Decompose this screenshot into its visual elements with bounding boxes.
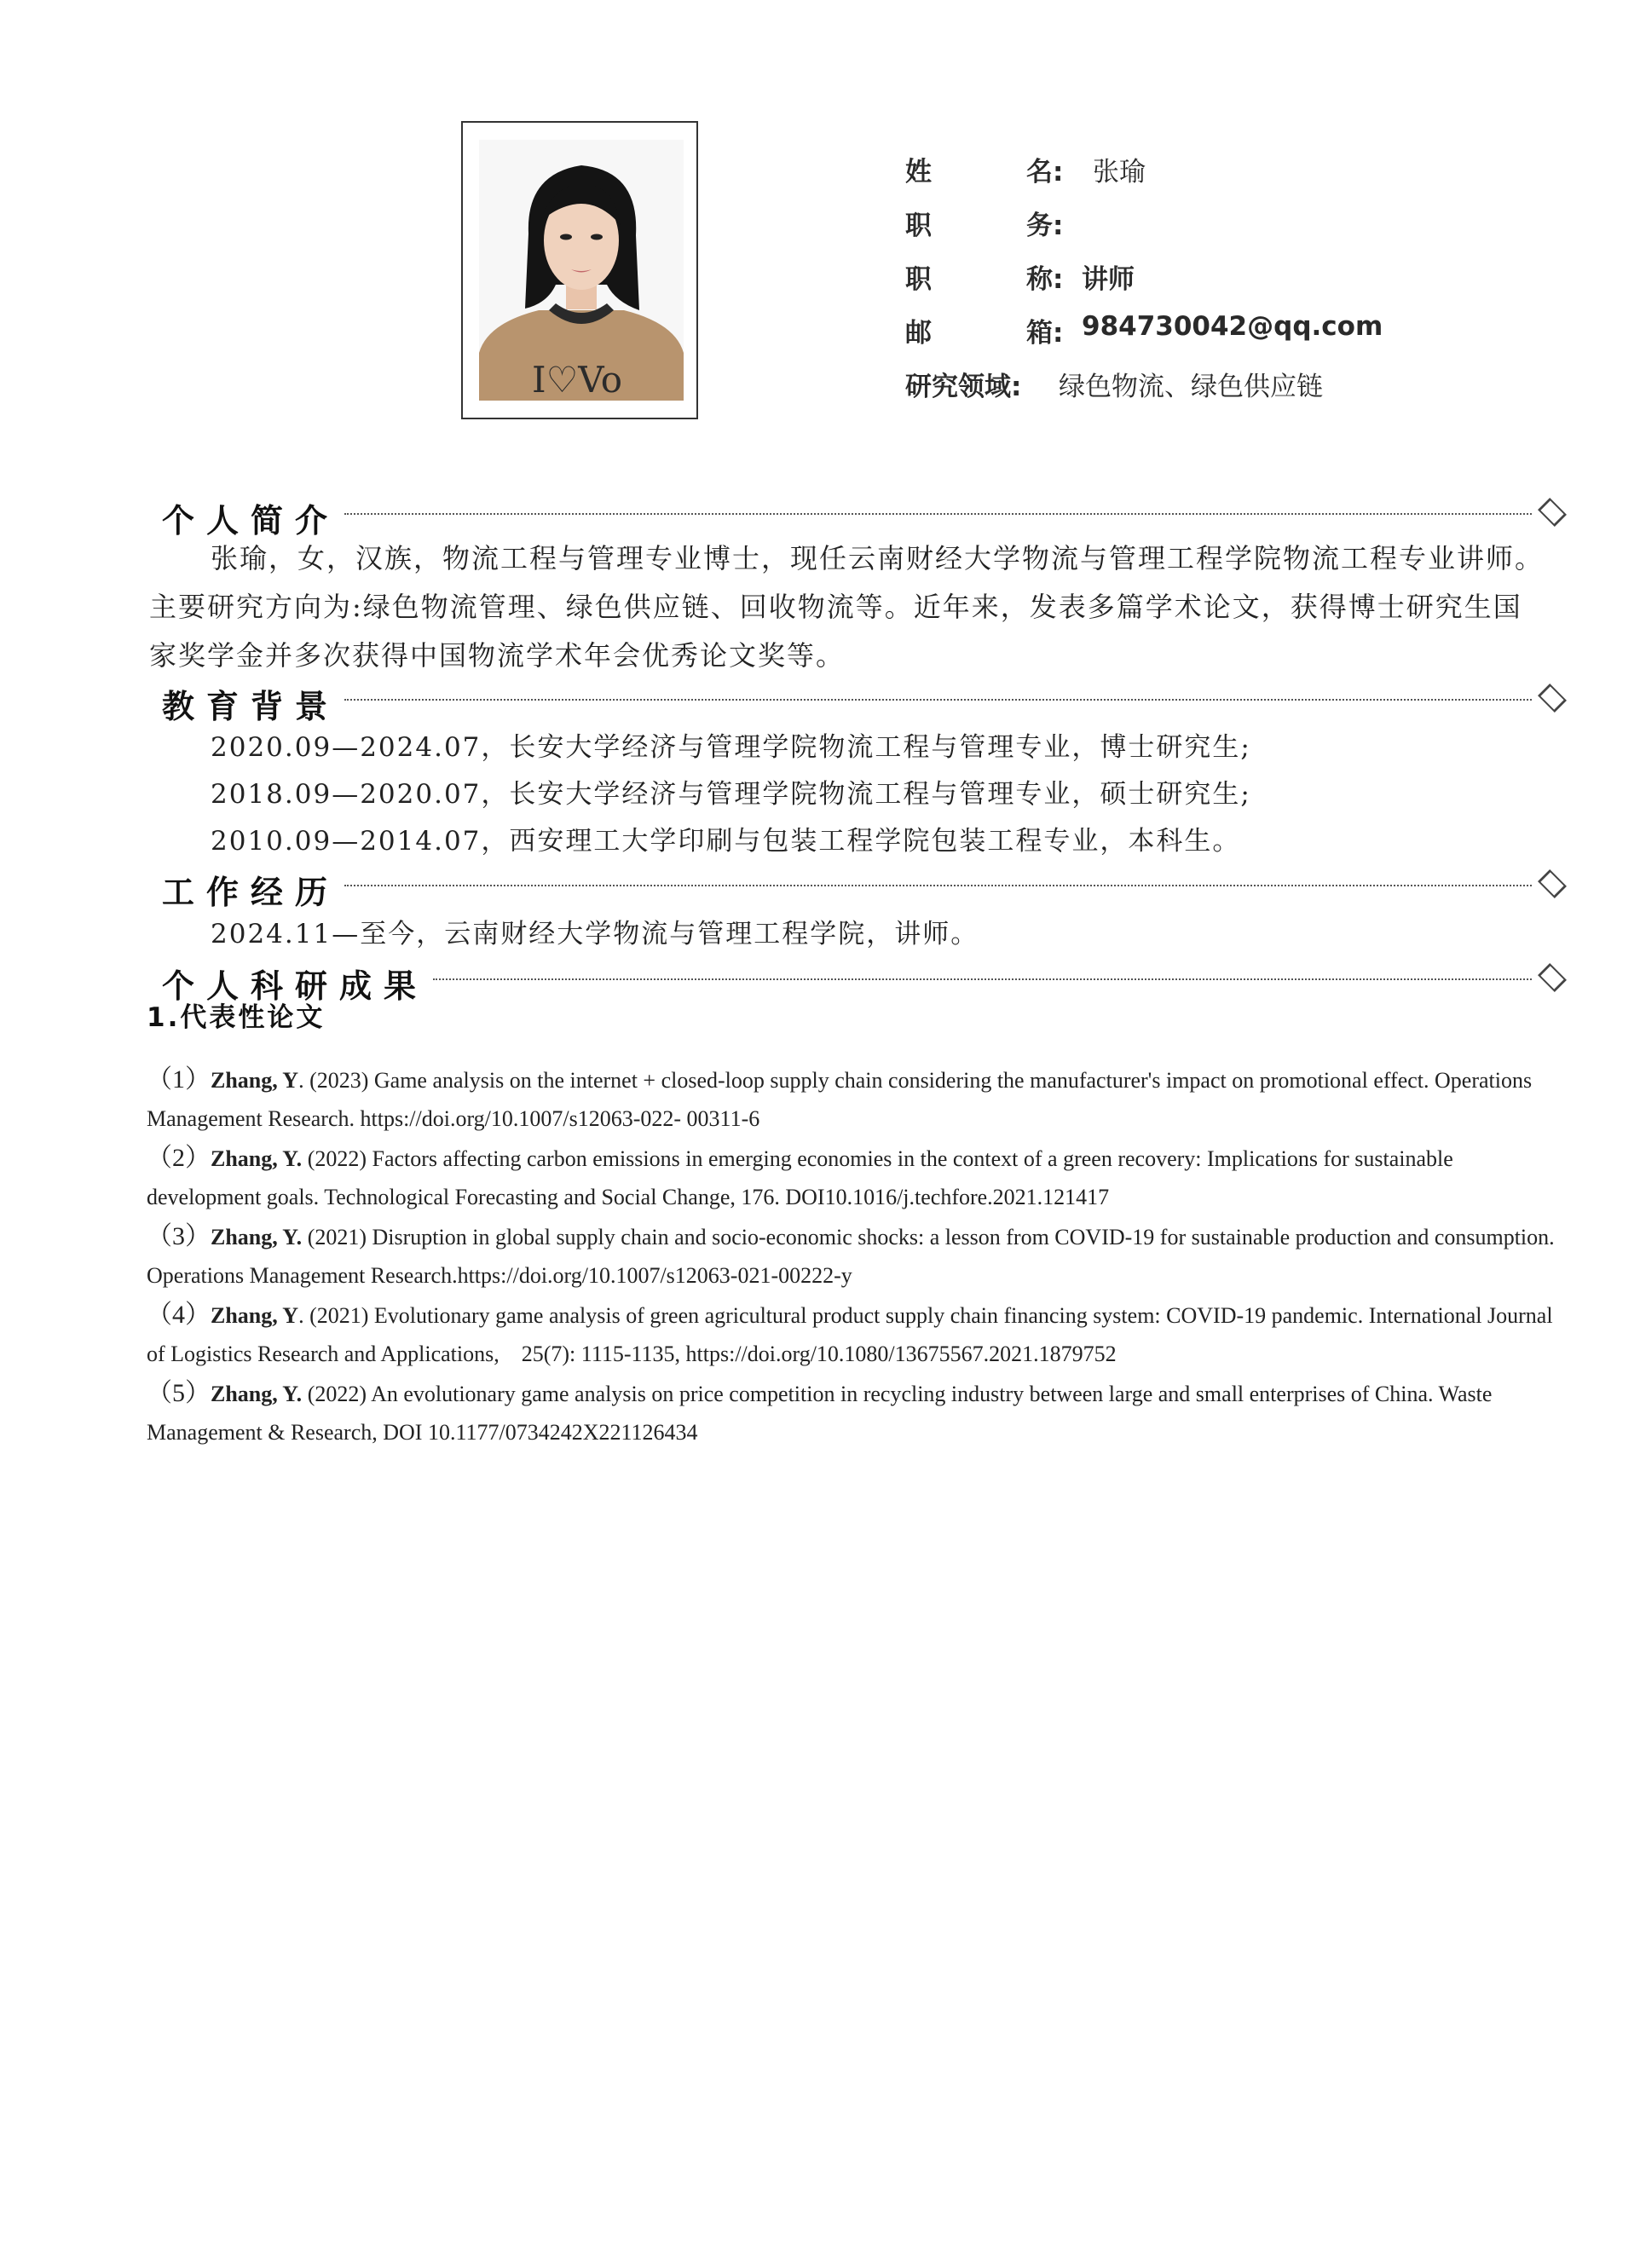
section-intro-title: 个人简介 [162,494,343,541]
diamond-icon [1538,869,1567,898]
section-work-header [162,866,1562,911]
paper-author: Zhang, Y. [211,1382,303,1406]
paper-citation: (2022) Factors affecting carbon emissions in emerging economies in the context of a green recovery: Implications for sustainable development goals. Technological Forecasting and Social Change, 176. DOI10.1016/j.techfore.2021.121417 [147,1146,1453,1209]
diamond-icon [1538,684,1567,713]
name-label-a: 姓 [905,157,932,188]
paper-number: （5） [147,1379,211,1407]
paper-author: Zhang, Y. [211,1146,303,1171]
paper-number: （4） [147,1301,211,1329]
section-research-header [162,960,1562,1005]
paper-number: （2） [147,1144,211,1172]
paper-number: （3） [147,1222,211,1250]
paper-citation: (2022) An evolutionary game analysis on price competition in recycling industry between large and small enterprises of China. Waste Management & Research, DOI 10.1177/0734242X221126434 [147,1382,1493,1445]
portrait-image [479,140,684,401]
education-item: 2010.09—2014.07，西安理工大学印刷与包装工程学院包装工程专业，本科生。 [211,826,1241,857]
field-value: 绿色物流、绿色供应链 [1059,372,1323,402]
title-value: 讲师 [1082,264,1135,295]
paper-citation: . (2021) Evolutionary game analysis of green agricultural product supply chain financing system: COVID-19 pandemic. International Journal of Logistics Research and Applications, 25(7): 1115-1135, https://doi.org/10.1080/13675567.2021.1879752 [147,1303,1553,1366]
education-item: 2020.09—2024.07，长安大学经济与管理学院物流工程与管理专业，博士研究生; [211,732,1251,763]
paper-author: Zhang, Y. [211,1225,303,1249]
intro-paragraph: 张瑜，女，汉族，物流工程与管理专业博士，现任云南财经大学物流与管理工程学院物流工程专业讲师。主要研究方向为:绿色物流管理、绿色供应链、回收物流等。近年来，发表多篇学术论文，获得博士研究生国家奖学金并多次获得中国物流学术年会优秀论文奖等。 [149,542,1545,672]
section-education-header [162,680,1562,725]
work-item: 2024.11—至今，云南财经大学物流与管理工程学院，讲师。 [211,919,979,949]
diamond-icon [1538,963,1567,992]
paper-item [147,1217,1562,1295]
email-label-a: 邮 [905,318,932,349]
paper-citation: (2021) Disruption in global supply chain and socio-economic shocks: a lesson from COVID-19 for sustainable production and consumption. Operations Management Research.https://doi.org/10.1007/s12063-021-00222-y [147,1225,1555,1288]
name-label-b: 名: [1026,157,1064,188]
name-value: 张瑜 [1093,157,1146,188]
paper-citation: . (2023) Game analysis on the internet + closed-loop supply chain considering the manufacturer's impact on promotional effect. Operations Management Research. https://doi.org/10.1007/s12063-022- 00311-6 [147,1068,1533,1131]
paper-author: Zhang, Y [211,1068,299,1093]
section-intro-header [162,494,1562,540]
section-divider [344,699,1532,701]
field-label: 研究领域: [905,372,1022,402]
paper-item [147,1060,1562,1138]
paper-number: （1） [147,1065,211,1094]
section-divider [433,978,1532,980]
paper-item [147,1296,1562,1373]
email-label-b: 箱: [1026,318,1064,349]
email-value: 984730042@qq.com [1082,311,1383,342]
paper-author: Zhang, Y [211,1303,299,1328]
profile-photo [461,121,698,419]
title-label-b: 称: [1026,264,1064,295]
section-education-title: 教育背景 [162,680,343,727]
papers-subtitle: 1.代表性论文 [147,1002,326,1033]
section-divider [344,885,1532,886]
paper-item [147,1139,1562,1216]
section-divider [344,513,1532,515]
post-label-a: 职 [905,211,932,241]
section-research-title: 个人科研成果 [162,960,431,1007]
section-work-title: 工作经历 [162,866,343,913]
title-label-a: 职 [905,264,932,295]
paper-item [147,1374,1562,1451]
diamond-icon [1538,498,1567,527]
education-item: 2018.09—2020.07，长安大学经济与管理学院物流工程与管理专业，硕士研究生; [211,779,1251,810]
post-label-b: 务: [1026,211,1064,241]
svg-text:I♡Vo: I♡Vo [532,359,623,401]
